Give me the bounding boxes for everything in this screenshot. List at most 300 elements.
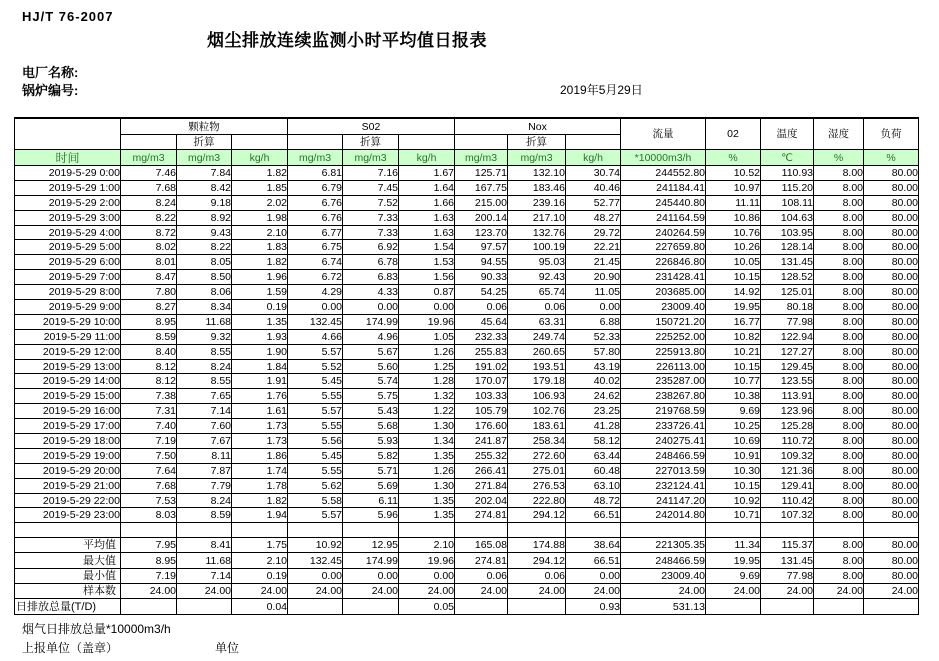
value-cell: 30.74 — [566, 166, 621, 181]
unit-cell: mg/m3 — [121, 150, 177, 166]
table-row — [15, 434, 919, 449]
value-cell: 8.34 — [177, 300, 232, 315]
conv-spacer — [455, 135, 508, 150]
empty-cell — [15, 523, 121, 538]
value-cell: 21.45 — [566, 255, 621, 270]
value-cell: 7.79 — [177, 478, 232, 493]
value-cell: 241184.41 — [621, 180, 706, 195]
table-row — [15, 300, 919, 315]
value-cell: 8.00 — [814, 195, 864, 210]
value-cell: 10.91 — [706, 448, 761, 463]
value-cell: 8.00 — [814, 508, 864, 523]
value-cell: 10.15 — [706, 270, 761, 285]
value-cell: 6.11 — [343, 493, 399, 508]
empty-cell — [177, 523, 232, 538]
value-cell: 5.75 — [343, 389, 399, 404]
time-header-spacer — [15, 118, 121, 150]
time-cell: 2019-5-29 10:00 — [15, 314, 121, 329]
value-cell: 1.25 — [399, 359, 455, 374]
empty-cell — [455, 523, 508, 538]
value-cell: 8.00 — [814, 478, 864, 493]
value-cell: 1.30 — [399, 478, 455, 493]
value-cell: 8.40 — [121, 344, 177, 359]
value-cell: 80.00 — [864, 195, 919, 210]
header-group-row — [15, 118, 919, 135]
value-cell — [288, 599, 343, 615]
value-cell: 8.00 — [814, 553, 864, 568]
value-cell: 271.84 — [455, 478, 508, 493]
value-cell: 1.35 — [399, 508, 455, 523]
value-cell: 110.42 — [761, 493, 814, 508]
boiler-no-label: 锅炉编号: — [22, 83, 79, 98]
value-cell: 6.78 — [343, 255, 399, 270]
group-so2: S02 — [288, 118, 455, 135]
value-cell: 274.81 — [455, 553, 508, 568]
value-cell: 7.52 — [343, 195, 399, 210]
value-cell: 8.95 — [121, 553, 177, 568]
value-cell: 94.55 — [455, 255, 508, 270]
value-cell: 2.02 — [232, 195, 288, 210]
value-cell: 0.06 — [455, 568, 508, 583]
conv-spacer — [121, 135, 177, 150]
value-cell: 8.00 — [814, 434, 864, 449]
value-cell: 202.04 — [455, 493, 508, 508]
value-cell: 1.63 — [399, 225, 455, 240]
value-cell: 6.76 — [288, 210, 343, 225]
value-cell: 0.00 — [343, 568, 399, 583]
group-nox: Nox — [455, 118, 621, 135]
value-cell: 110.72 — [761, 434, 814, 449]
value-cell: 241.87 — [455, 434, 508, 449]
value-cell: 90.33 — [455, 270, 508, 285]
value-cell: 0.05 — [399, 599, 455, 615]
value-cell: 10.76 — [706, 225, 761, 240]
summary-row — [15, 583, 919, 598]
value-cell: 8.06 — [177, 285, 232, 300]
value-cell: 9.43 — [177, 225, 232, 240]
value-cell: 77.98 — [761, 568, 814, 583]
value-cell: 92.43 — [508, 270, 566, 285]
value-cell: 174.99 — [343, 553, 399, 568]
value-cell: 222.80 — [508, 493, 566, 508]
doc-code: HJ/T 76-2007 — [22, 9, 114, 24]
value-cell: 10.92 — [706, 493, 761, 508]
value-cell: 1.53 — [399, 255, 455, 270]
value-cell: 7.33 — [343, 210, 399, 225]
value-cell: 8.00 — [814, 568, 864, 583]
value-cell: 80.00 — [864, 210, 919, 225]
value-cell: 7.67 — [177, 434, 232, 449]
value-cell: 8.24 — [177, 493, 232, 508]
table-body — [15, 166, 919, 615]
value-cell: 125.01 — [761, 285, 814, 300]
value-cell: 103.33 — [455, 389, 508, 404]
value-cell: 7.50 — [121, 448, 177, 463]
unit-cell: kg/h — [566, 150, 621, 166]
value-cell: 1.94 — [232, 508, 288, 523]
value-cell: 0.00 — [343, 300, 399, 315]
time-cell: 2019-5-29 23:00 — [15, 508, 121, 523]
table-row — [15, 508, 919, 523]
time-cell: 2019-5-29 16:00 — [15, 404, 121, 419]
value-cell — [343, 599, 399, 615]
value-cell: 8.22 — [121, 210, 177, 225]
value-cell: 1.96 — [232, 270, 288, 285]
value-cell — [121, 599, 177, 615]
value-cell: 9.69 — [706, 404, 761, 419]
value-cell: 80.00 — [864, 434, 919, 449]
value-cell: 102.76 — [508, 404, 566, 419]
time-cell: 2019-5-29 11:00 — [15, 329, 121, 344]
value-cell: 9.69 — [706, 568, 761, 583]
value-cell: 24.00 — [177, 583, 232, 598]
value-cell: 60.48 — [566, 463, 621, 478]
value-cell: 217.10 — [508, 210, 566, 225]
value-cell: 227659.80 — [621, 240, 706, 255]
value-cell: 232.33 — [455, 329, 508, 344]
value-cell: 10.05 — [706, 255, 761, 270]
value-cell: 7.38 — [121, 389, 177, 404]
value-cell: 1.75 — [232, 538, 288, 553]
value-cell: 1.73 — [232, 419, 288, 434]
value-cell: 248466.59 — [621, 448, 706, 463]
value-cell: 80.00 — [864, 285, 919, 300]
value-cell: 127.27 — [761, 344, 814, 359]
value-cell: 29.72 — [566, 225, 621, 240]
value-cell: 80.00 — [864, 553, 919, 568]
time-cell: 2019-5-29 18:00 — [15, 434, 121, 449]
value-cell: 8.01 — [121, 255, 177, 270]
value-cell: 4.29 — [288, 285, 343, 300]
empty-cell — [508, 523, 566, 538]
value-cell: 8.47 — [121, 270, 177, 285]
value-cell: 80.00 — [864, 344, 919, 359]
empty-cell — [566, 523, 621, 538]
unit-cell: mg/m3 — [508, 150, 566, 166]
value-cell: 6.81 — [288, 166, 343, 181]
value-cell: 24.00 — [455, 583, 508, 598]
value-cell: 0.00 — [288, 568, 343, 583]
value-cell: 5.93 — [343, 434, 399, 449]
value-cell: 0.04 — [232, 599, 288, 615]
value-cell: 80.00 — [864, 166, 919, 181]
value-cell: 38.64 — [566, 538, 621, 553]
value-cell: 232124.41 — [621, 478, 706, 493]
value-cell: 24.00 — [288, 583, 343, 598]
value-cell: 5.69 — [343, 478, 399, 493]
value-cell: 11.68 — [177, 314, 232, 329]
value-cell: 1.61 — [232, 404, 288, 419]
value-cell: 1.67 — [399, 166, 455, 181]
header-load: 负荷 — [864, 118, 919, 150]
value-cell: 1.63 — [399, 210, 455, 225]
value-cell: 8.00 — [814, 538, 864, 553]
value-cell: 20.90 — [566, 270, 621, 285]
value-cell: 5.57 — [288, 508, 343, 523]
unit-cell: % — [706, 150, 761, 166]
value-cell: 128.14 — [761, 240, 814, 255]
value-cell: 24.00 — [508, 583, 566, 598]
value-cell: 52.33 — [566, 329, 621, 344]
value-cell: 80.00 — [864, 180, 919, 195]
table-row — [15, 329, 919, 344]
value-cell: 80.00 — [864, 463, 919, 478]
unit-cell: % — [814, 150, 864, 166]
value-cell: 9.18 — [177, 195, 232, 210]
value-cell: 8.59 — [177, 508, 232, 523]
value-cell: 266.41 — [455, 463, 508, 478]
header-units-row — [15, 150, 919, 166]
value-cell: 1.66 — [399, 195, 455, 210]
value-cell: 167.75 — [455, 180, 508, 195]
value-cell: 8.11 — [177, 448, 232, 463]
value-cell: 24.00 — [399, 583, 455, 598]
value-cell: 8.00 — [814, 374, 864, 389]
value-cell: 0.87 — [399, 285, 455, 300]
value-cell: 131.45 — [761, 255, 814, 270]
value-cell: 80.00 — [864, 359, 919, 374]
empty-cell — [621, 523, 706, 538]
time-cell: 2019-5-29 9:00 — [15, 300, 121, 315]
value-cell: 255.83 — [455, 344, 508, 359]
value-cell: 125.28 — [761, 419, 814, 434]
value-cell: 108.11 — [761, 195, 814, 210]
value-cell: 10.69 — [706, 434, 761, 449]
summary-row — [15, 538, 919, 553]
value-cell: 8.00 — [814, 389, 864, 404]
value-cell: 65.74 — [508, 285, 566, 300]
value-cell: 0.06 — [508, 300, 566, 315]
value-cell: 80.00 — [864, 508, 919, 523]
value-cell: 1.76 — [232, 389, 288, 404]
table-row — [15, 463, 919, 478]
daily-total-label: 日排放总量(T/D) — [15, 599, 121, 615]
value-cell: 8.00 — [814, 210, 864, 225]
time-cell: 2019-5-29 13:00 — [15, 359, 121, 374]
value-cell: 0.06 — [508, 568, 566, 583]
value-cell: 7.68 — [121, 478, 177, 493]
value-cell: 80.00 — [864, 255, 919, 270]
value-cell: 123.96 — [761, 404, 814, 419]
value-cell: 221305.35 — [621, 538, 706, 553]
value-cell: 274.81 — [455, 508, 508, 523]
value-cell: 276.53 — [508, 478, 566, 493]
value-cell: 24.00 — [343, 583, 399, 598]
value-cell: 7.65 — [177, 389, 232, 404]
unit-cell: mg/m3 — [455, 150, 508, 166]
value-cell: 1.90 — [232, 344, 288, 359]
value-cell: 8.55 — [177, 344, 232, 359]
value-cell: 80.00 — [864, 538, 919, 553]
value-cell: 95.03 — [508, 255, 566, 270]
value-cell: 10.82 — [706, 329, 761, 344]
value-cell: 226113.00 — [621, 359, 706, 374]
value-cell: 7.14 — [177, 568, 232, 583]
value-cell: 8.00 — [814, 240, 864, 255]
value-cell: 7.87 — [177, 463, 232, 478]
value-cell: 24.00 — [121, 583, 177, 598]
value-cell: 8.42 — [177, 180, 232, 195]
value-cell: 80.00 — [864, 389, 919, 404]
value-cell: 245440.80 — [621, 195, 706, 210]
value-cell: 115.37 — [761, 538, 814, 553]
value-cell: 0.00 — [566, 300, 621, 315]
time-cell: 2019-5-29 1:00 — [15, 180, 121, 195]
value-cell: 66.51 — [566, 508, 621, 523]
value-cell: 8.00 — [814, 255, 864, 270]
value-cell: 8.12 — [121, 374, 177, 389]
value-cell: 241164.59 — [621, 210, 706, 225]
value-cell: 1.26 — [399, 344, 455, 359]
value-cell: 8.22 — [177, 240, 232, 255]
value-cell: 7.33 — [343, 225, 399, 240]
value-cell: 0.00 — [399, 568, 455, 583]
value-cell: 7.64 — [121, 463, 177, 478]
page-title: 烟尘排放连续监测小时平均值日报表 — [207, 31, 487, 50]
value-cell: 80.00 — [864, 314, 919, 329]
value-cell: 41.28 — [566, 419, 621, 434]
value-cell: 5.45 — [288, 374, 343, 389]
table-row — [15, 374, 919, 389]
value-cell: 8.02 — [121, 240, 177, 255]
value-cell: 104.63 — [761, 210, 814, 225]
value-cell: 7.46 — [121, 166, 177, 181]
value-cell: 8.00 — [814, 404, 864, 419]
value-cell: 80.00 — [864, 493, 919, 508]
value-cell: 183.61 — [508, 419, 566, 434]
value-cell: 80.00 — [864, 225, 919, 240]
value-cell: 1.54 — [399, 240, 455, 255]
value-cell — [761, 599, 814, 615]
value-cell: 5.57 — [288, 344, 343, 359]
value-cell: 128.52 — [761, 270, 814, 285]
value-cell: 10.92 — [288, 538, 343, 553]
value-cell: 5.60 — [343, 359, 399, 374]
value-cell: 6.76 — [288, 195, 343, 210]
value-cell: 100.19 — [508, 240, 566, 255]
value-cell: 8.05 — [177, 255, 232, 270]
time-cell: 2019-5-29 6:00 — [15, 255, 121, 270]
value-cell: 122.94 — [761, 329, 814, 344]
empty-cell — [121, 523, 177, 538]
value-cell: 1.22 — [399, 404, 455, 419]
value-cell: 1.98 — [232, 210, 288, 225]
value-cell: 54.25 — [455, 285, 508, 300]
value-cell: 5.82 — [343, 448, 399, 463]
table-row — [15, 180, 919, 195]
summary-row — [15, 568, 919, 583]
value-cell: 240275.41 — [621, 434, 706, 449]
value-cell: 0.00 — [288, 300, 343, 315]
value-cell: 1.35 — [399, 448, 455, 463]
value-cell: 1.91 — [232, 374, 288, 389]
value-cell: 57.80 — [566, 344, 621, 359]
time-cell: 2019-5-29 4:00 — [15, 225, 121, 240]
value-cell: 14.92 — [706, 285, 761, 300]
table-row — [15, 166, 919, 181]
value-cell: 7.40 — [121, 419, 177, 434]
report-unit-label: 上报单位（盖章） — [22, 641, 119, 655]
value-cell: 5.68 — [343, 419, 399, 434]
table-row — [15, 270, 919, 285]
value-cell: 5.74 — [343, 374, 399, 389]
header-humidity: 湿度 — [814, 118, 864, 150]
value-cell: 8.59 — [121, 329, 177, 344]
value-cell: 19.95 — [706, 300, 761, 315]
value-cell: 8.92 — [177, 210, 232, 225]
value-cell: 6.72 — [288, 270, 343, 285]
value-cell: 5.55 — [288, 419, 343, 434]
value-cell: 294.12 — [508, 553, 566, 568]
summary-label: 平均值 — [15, 538, 121, 553]
daily-total-row — [15, 599, 919, 615]
time-cell: 2019-5-29 0:00 — [15, 166, 121, 181]
value-cell: 7.68 — [121, 180, 177, 195]
table-row — [15, 225, 919, 240]
value-cell: 6.77 — [288, 225, 343, 240]
value-cell: 24.00 — [814, 583, 864, 598]
value-cell: 8.95 — [121, 314, 177, 329]
value-cell: 10.15 — [706, 359, 761, 374]
value-cell: 1.32 — [399, 389, 455, 404]
value-cell: 10.26 — [706, 240, 761, 255]
value-cell: 1.84 — [232, 359, 288, 374]
time-cell: 2019-5-29 19:00 — [15, 448, 121, 463]
value-cell: 5.71 — [343, 463, 399, 478]
unit-cell: mg/m3 — [288, 150, 343, 166]
value-cell: 2.10 — [399, 538, 455, 553]
value-cell: 10.86 — [706, 210, 761, 225]
time-cell: 2019-5-29 17:00 — [15, 419, 121, 434]
value-cell: 8.00 — [814, 463, 864, 478]
value-cell: 40.46 — [566, 180, 621, 195]
value-cell: 200.14 — [455, 210, 508, 225]
value-cell: 115.20 — [761, 180, 814, 195]
value-cell: 132.45 — [288, 553, 343, 568]
value-cell: 48.27 — [566, 210, 621, 225]
conv-spacer — [288, 135, 343, 150]
value-cell: 0.19 — [232, 300, 288, 315]
value-cell: 10.30 — [706, 463, 761, 478]
value-cell: 8.00 — [814, 300, 864, 315]
value-cell: 7.84 — [177, 166, 232, 181]
empty-cell — [232, 523, 288, 538]
value-cell: 19.96 — [399, 553, 455, 568]
value-cell: 10.77 — [706, 374, 761, 389]
value-cell: 11.11 — [706, 195, 761, 210]
value-cell — [814, 599, 864, 615]
value-cell: 24.00 — [566, 583, 621, 598]
summary-label: 最小值 — [15, 568, 121, 583]
value-cell: 191.02 — [455, 359, 508, 374]
value-cell: 215.00 — [455, 195, 508, 210]
value-cell: 225252.00 — [621, 329, 706, 344]
value-cell: 8.00 — [814, 285, 864, 300]
value-cell: 107.32 — [761, 508, 814, 523]
time-cell: 2019-5-29 12:00 — [15, 344, 121, 359]
table-row — [15, 359, 919, 374]
value-cell: 8.00 — [814, 225, 864, 240]
value-cell: 45.64 — [455, 314, 508, 329]
value-cell: 1.28 — [399, 374, 455, 389]
value-cell: 80.18 — [761, 300, 814, 315]
value-cell: 179.18 — [508, 374, 566, 389]
value-cell: 1.56 — [399, 270, 455, 285]
value-cell: 105.79 — [455, 404, 508, 419]
value-cell: 1.85 — [232, 180, 288, 195]
value-cell: 4.66 — [288, 329, 343, 344]
value-cell: 23.25 — [566, 404, 621, 419]
